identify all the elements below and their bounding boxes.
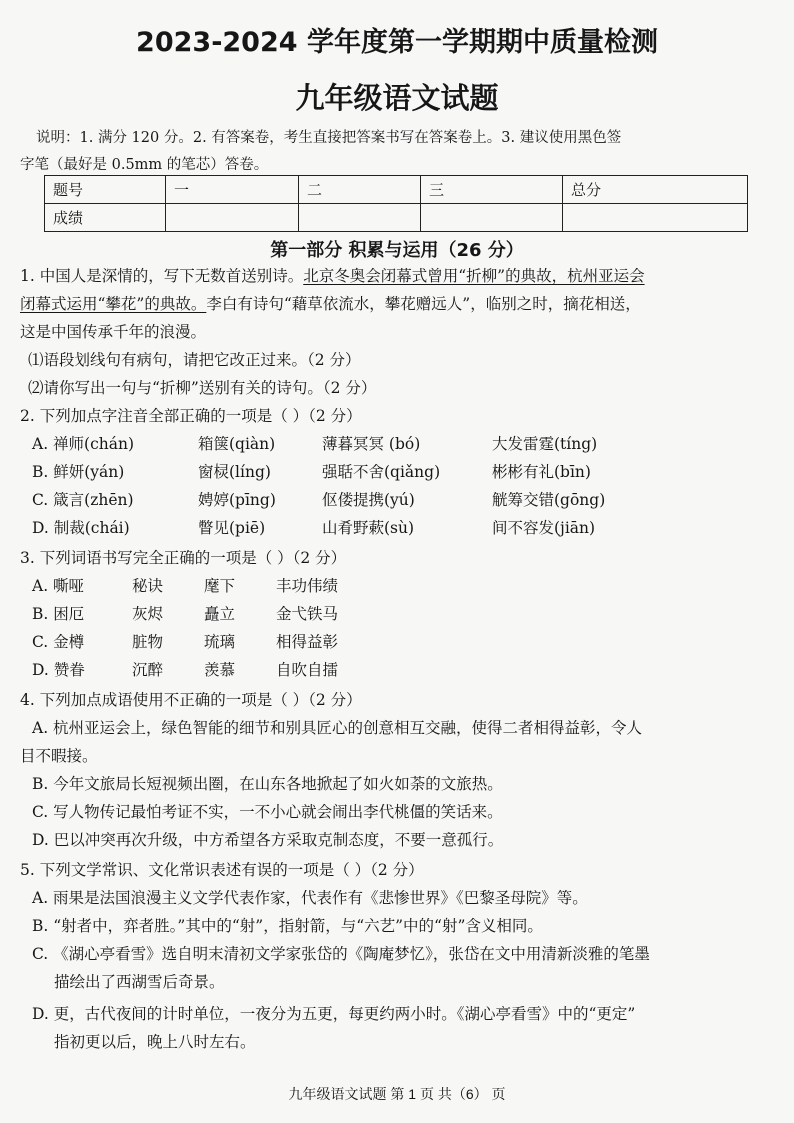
q3-option-a: A. 嘶哑 <box>32 577 85 595</box>
question-4-stem: 4. 下列加点成语使用不正确的一项是（ ）（2 分） <box>20 691 362 709</box>
q2-option-d-word: 间不容发(jiān) <box>492 519 596 537</box>
score-cell: 总分 <box>563 176 748 204</box>
q3-option-d-word: 沉醉 <box>132 661 164 679</box>
q2-option-a: A. 禅师(chán) <box>32 435 135 453</box>
q2-option-a-word: 大发雷霆(tíng) <box>492 435 598 453</box>
score-input-cell <box>166 204 299 232</box>
q4-option-a: A. 杭州亚运会上，绿色智能的细节和别具匠心的创意相互交融，使得二者相得益彰，令人 <box>32 719 643 737</box>
q1-underlined-sentence: 北京冬奥会闭幕式曾用“折柳”的典故，杭州亚运会 <box>303 267 645 285</box>
q5-option-d: D. 更，古代夜间的计时单位，一夜分为五更，每更约两小时。《湖心亭看雪》中的“更定” <box>32 1005 636 1023</box>
score-input-cell <box>563 204 748 232</box>
q2-option-d-word: 山肴野蔌(sù) <box>322 519 415 537</box>
q5-option-c-cont: 描绘出了西湖雪后奇景。 <box>54 973 225 991</box>
question-1-line-1 <box>20 266 645 286</box>
exam-subtitle: 九年级语文试题 <box>295 81 499 115</box>
q3-option-a-word: 麾下 <box>204 577 236 595</box>
score-cell: 二 <box>299 176 421 204</box>
question-5-stem: 5. 下列文学常识、文化常识表述有误的一项是（ ）（2 分） <box>20 861 424 879</box>
question-2-stem: 2. 下列加点字注音全部正确的一项是（ ）（2 分） <box>20 407 362 425</box>
q3-option-c-word: 相得益彰 <box>276 633 339 651</box>
q5-option-d-cont: 指初更以后，晚上八时左右。 <box>54 1033 256 1051</box>
q1-underlined-sentence: 闭幕式运用“攀花”的典故。 <box>20 295 207 313</box>
q5-option-b: B. “射者中，弈者胜。”其中的“射”，指射箭，与“六艺”中的“射”含义相同。 <box>32 917 543 935</box>
q2-option-c-word: 伛偻提携(yú) <box>322 491 415 509</box>
q4-option-c: C. 写人物传记最怕考证不实，一不小心就会闹出李代桃僵的笑话来。 <box>32 803 503 821</box>
score-cell: 一 <box>166 176 299 204</box>
score-cell: 成绩 <box>45 204 166 232</box>
instructions-line-2: 字笔（最好是 0.5mm 的笔芯）答卷。 <box>20 157 269 173</box>
q4-option-d: D. 巴以冲突再次升级，中方希望各方采取克制态度，不要一意孤行。 <box>32 831 504 849</box>
question-3-stem: 3. 下列词语书写完全正确的一项是（ ）（2 分） <box>20 549 347 567</box>
section-heading: 第一部分 积累与运用（26 分） <box>270 240 524 261</box>
score-input-cell <box>421 204 563 232</box>
exam-title: 2023-2024 学年度第一学期期中质量检测 <box>136 27 658 58</box>
q3-option-b: B. 困厄 <box>32 605 85 623</box>
q2-option-b-word: 彬彬有礼(bīn) <box>492 463 591 481</box>
q3-option-b-word: 矗立 <box>204 605 236 623</box>
q3-option-b-word: 灰烬 <box>132 605 164 623</box>
score-input-cell <box>299 204 421 232</box>
score-cell: 三 <box>421 176 563 204</box>
q3-option-a-word: 丰功伟绩 <box>276 577 339 595</box>
q1-text: 李白有诗句“藉草依流水，攀花赠远人”，临别之时，摘花相送， <box>206 295 641 313</box>
score-cell: 题号 <box>45 176 166 204</box>
question-1-sub-1: ⑴语段划线句有病句，请把它改正过来。（2 分） <box>28 351 361 369</box>
q3-option-c-word: 脏物 <box>132 633 164 651</box>
q5-option-c: C. 《湖心亭看雪》选自明末清初文学家张岱的《陶庵梦忆》，张岱在文中用清新淡雅的笔墨 <box>32 945 650 963</box>
q2-option-b-word: 窗棂(líng) <box>198 463 271 481</box>
q5-option-a: A. 雨果是法国浪漫主义文学代表作家，代表作有《悲惨世界》《巴黎圣母院》等。 <box>32 889 588 907</box>
q2-option-a-word: 箱箧(qiàn) <box>198 435 276 453</box>
question-1-line-3: 这是中国传承千年的浪漫。 <box>20 323 207 341</box>
q2-option-d: D. 制裁(chái) <box>32 519 130 537</box>
score-table-score-row <box>45 204 748 232</box>
question-1-line-2 <box>20 294 641 314</box>
q2-option-d-word: 瞥见(piē) <box>198 519 266 537</box>
q2-option-b-word: 强聒不舍(qiǎng) <box>322 463 441 481</box>
q3-option-c-word: 琉璃 <box>204 633 236 651</box>
q3-option-b-word: 金弋铁马 <box>276 605 339 623</box>
q2-option-c-word: 觥筹交错(gōng) <box>492 491 606 509</box>
q3-option-c: C. 金樽 <box>32 633 85 651</box>
q4-option-a-cont: 目不暇接。 <box>20 747 98 765</box>
page-footer: 九年级语文试题 第 1 页 共（6） 页 <box>288 1086 506 1102</box>
q2-option-c: C. 箴言(zhēn) <box>32 491 134 509</box>
score-table-header-row <box>45 176 748 204</box>
q2-option-a-word: 薄暮冥冥 (bó) <box>322 435 421 453</box>
q2-option-c-word: 娉婷(pīng) <box>198 491 276 509</box>
q2-option-b: B. 鲜妍(yán) <box>32 463 125 481</box>
q3-option-d: D. 赞眷 <box>32 661 85 679</box>
q4-option-b: B. 今年文旅局长短视频出圈，在山东各地掀起了如火如荼的文旅热。 <box>32 775 503 793</box>
q1-text: 1. 中国人是深情的，写下无数首送别诗。 <box>20 267 304 285</box>
q3-option-a-word: 秘诀 <box>132 577 164 595</box>
score-table <box>44 175 748 232</box>
q3-option-d-word: 自吹自擂 <box>276 661 339 679</box>
q3-option-d-word: 羡慕 <box>204 661 236 679</box>
instructions-line-1: 说明：1. 满分 120 分。2. 有答案卷，考生直接把答案书写在答案卷上。3. 建议使用黑色签 <box>36 130 622 146</box>
question-1-sub-2: ⑵请你写出一句与“折柳”送别有关的诗句。（2 分） <box>28 379 377 397</box>
